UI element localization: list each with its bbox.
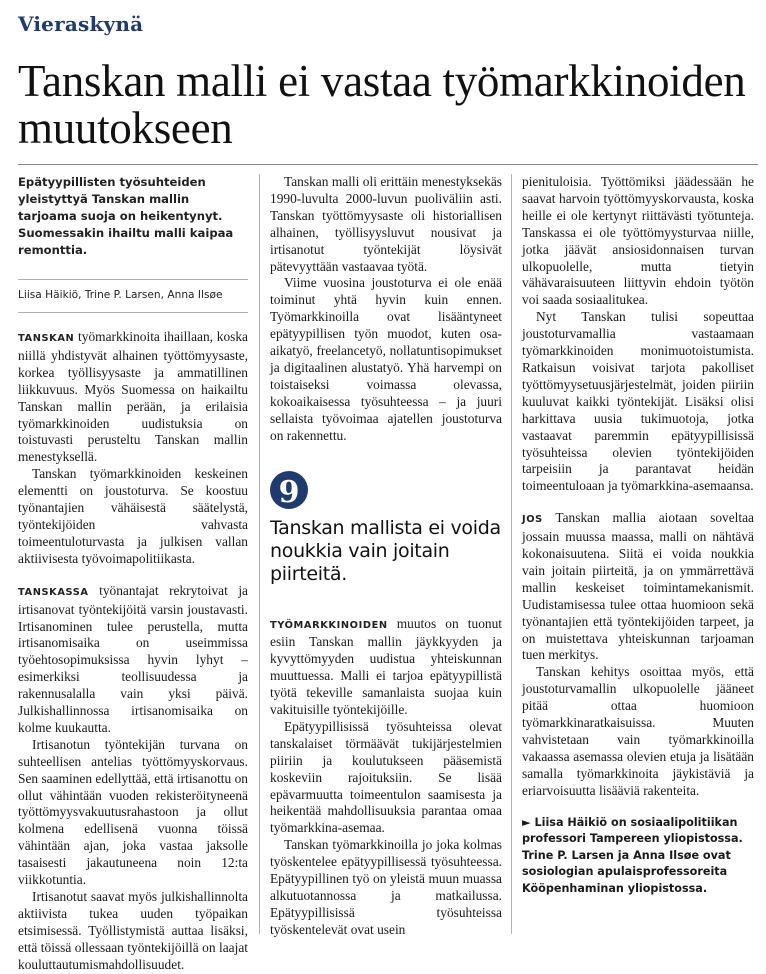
lead-word: JOS: [522, 514, 543, 526]
paragraph: Viime vuosina joustoturva ei ole enää toiminut yhtä hyvin kuin ennen. Työmarkkinoilla ovat lisääntyneet epätyypillisen työn muodot, kuten osa-aikatyö, freelancetyö, nollatuntisopimukset ja digitaalinen alustatyö. Yhä harvempi on toistaiseksi voimassa olevassa, kokoaikaisessa työsuhteessa – ja juuri sellaista työvoimaa ajatellen joustoturva on rakennettu.: [270, 275, 502, 443]
divider: [18, 312, 248, 313]
section-label: Vieraskynä: [18, 12, 144, 36]
paragraph: TYÖMARKKINOIDEN muutos on tuonut esiin Tanskan mallin jäykkyyden ja kyvyttömyyden uudistua yhteiskunnan muuttuessa. Malli ei tarjoa epätyypillistä työtä tekeville samanlaista suojaa kuin vakituisille työntekijöille.: [270, 615, 502, 718]
lead-word: TANSKAN: [18, 333, 75, 344]
pull-quote: [270, 471, 502, 586]
paragraph: pienituloisia. Työttömiksi jäädessään he saavat harvoin työttömyyskorvausta, koska heille ei ole kertynyt riittävästi työtunteja. Tanskassa ei ole työttömyysturvaa niille, jotka jäävät ansiosidonnaisen turvan ulkopuolelle, mutta tietyin vähävaraisuuteen liittyvin ehdoin työtön voi saada sosiaalitukea.: [522, 174, 754, 308]
pull-quote-text: Tanskan mallista ei voida noukkia vain joitain piirteitä.: [270, 516, 501, 585]
paragraph: Tanskan malli oli erittäin menestyksekäs 1990-luvulta 2000-luvun puoliväliin asti. Tanskan työttömyysaste oli historiallisen alhainen, työllisyysluvut nousivat ja irtisanotut työntekijät löysivät pätevyyttään vastaavaa työtä.: [270, 174, 502, 274]
lead-word: TANSKASSA: [18, 586, 89, 598]
paragraph: TANSKAN työmarkkinoita ihaillaan, koska niillä yhdistyvät alhainen työttömyysaste, korkea työllisyysaste ja ammatillinen liikkuvuus. Myös Suomessa on haikailtu Tanskan mallin perään, ja erilaisia työmarkkinoiden uudistuksia on toistuvasti perusteltu Tanskan mallin menestyksellä.: [18, 329, 248, 465]
author-info: ► Liisa Häikiö on sosiaalipolitiikan professori Tampereen yliopistossa. Trine P. Larsen ja Anna Ilsøe ovat sosiologian apulaisprofessoreita Kööpenhaminan yliopistossa.: [522, 815, 743, 895]
byline: Liisa Häikiö, Trine P. Larsen, Anna Ilsøe: [18, 289, 223, 301]
article-column-1: [18, 174, 248, 974]
headline: Tanskan malli ei vastaa työmarkkinoiden muutokseen: [18, 56, 746, 153]
column-divider: [511, 174, 512, 934]
paragraph: Tanskan työmarkkinoilla jo joka kolmas työskentelee epätyypillisessä työsuhteessa. Epätyypillinen työ on yleistä muun muassa alkutuotannossa ja matkailussa. Epätyypillisissä työsuhteissa työskentelevät ovat usein: [270, 837, 502, 937]
quote-icon: 9: [270, 471, 308, 509]
paragraph: JOS Tanskan mallia aiotaan soveltaa jossain muussa maassa, malli on nähtävä kokonaisuutena. Siitä ei voida noukkia vain joitain piirteitä, ja on ymmärrettävä mallin keskeiset toimintamekanismit. Uudistamisessa tulee ottaa huomioon sekä työnantajien että työntekijöiden tarpeet, ja on muistettava yhteiskunnan tarjoaman tuen merkitys.: [522, 510, 754, 663]
ingress: Epätyypillisten työsuhteiden yleistyttyä Tanskan mallin tarjoama suoja on heikentynyt. Suomessakin ihailtu malli kaipaa remonttia.: [18, 175, 234, 257]
paragraph: Tanskan työmarkkinoiden keskeinen elementti on joustoturva. Se koostuu työnantajien vähäisestä säätelystä, työntekijöiden vahvasta toimeentuloturvasta ja julkisen vallan aktiivisesta työvoimapolitiikasta.: [18, 466, 248, 566]
paragraph: TANSKASSA työnantajat rekrytoivat ja irtisanovat työntekijöitä varsin joustavasti. Irtisanominen tulee perustella, mutta irtisanomisaika on useimmissa työehtosopimuksissa hyvin lyhyt – esimerkiksi teollisuudessa ja rakennusalalla vain yksi päivä. Julkishallinnossa irtisanomisaika on kolme kuukautta.: [18, 582, 248, 735]
lead-word: TYÖMARKKINOIDEN: [270, 619, 388, 631]
divider: [18, 279, 248, 280]
article-column-2: [270, 174, 502, 939]
paragraph: Irtisanotun työntekijän turvana on suhteellisen antelias työttömyyskorvaus. Sen saaminen edellyttää, että irtisanottu on ollut vähintään vuoden rekisteröityneenä työttömyysvakuutusrahastoon ja ollut kolmena edellisenä vuonna töissä vähintään ajan, joka vastaa jaksolle tasaisesti jakautuneena noin 12:ta viikkotuntia.: [18, 736, 248, 888]
divider: [18, 164, 758, 165]
paragraph: Nyt Tanskan tulisi sopeuttaa joustoturvamallia vastaamaan työmarkkinoiden monimuotoistumista. Ratkaisun voisivat tarjota pakolliset työttömyysetuusjärjestelmät, joiden piiriin kuuluvat kaikki työntekijät. Lisäksi olisi harkittava uusia tukimuotoja, jotka vastaavat paremmin epätyypillisissä työsuhteissa olevien työntekijöiden tarpeisiin ja parantavat heidän toimeentuloaan ja työmarkkina-asemaansa.: [522, 309, 754, 494]
paragraph: Epätyypillisissä työsuhteissa olevat tanskalaiset törmäävät tukijärjestelmien piiriin ja koulutukseen pääsemistä koskeviin rajoituksiin. Se lisää epävarmuutta toimeentulon saamisesta ja heikentää mahdollisuuksia parantaa omaa työmarkkina-asemaa.: [270, 718, 502, 836]
article-column-3: [522, 174, 754, 897]
paragraph: Tanskan kehitys osoittaa myös, että joustoturvamallin ulkopuolelle jääneet pitää ottaa huomioon työmarkkinaratkaisuissa. Muuten vahvistetaan vain työmarkkinoilla vakaassa asemassa olevien etuja ja lisätään samalla työmarkkinoita jäykistäviä ja eriarvoisuutta lisääviä rakenteita.: [522, 664, 754, 798]
paragraph: Irtisanotut saavat myös julkishallinnolta aktiivista tukea uuden työpaikan etsimisessä. Työllistymistä auttaa lisäksi, että töissä ollessaan työntekijöillä on laajat kouluttautumismahdollisuudet.: [18, 889, 248, 972]
column-divider: [259, 174, 260, 934]
